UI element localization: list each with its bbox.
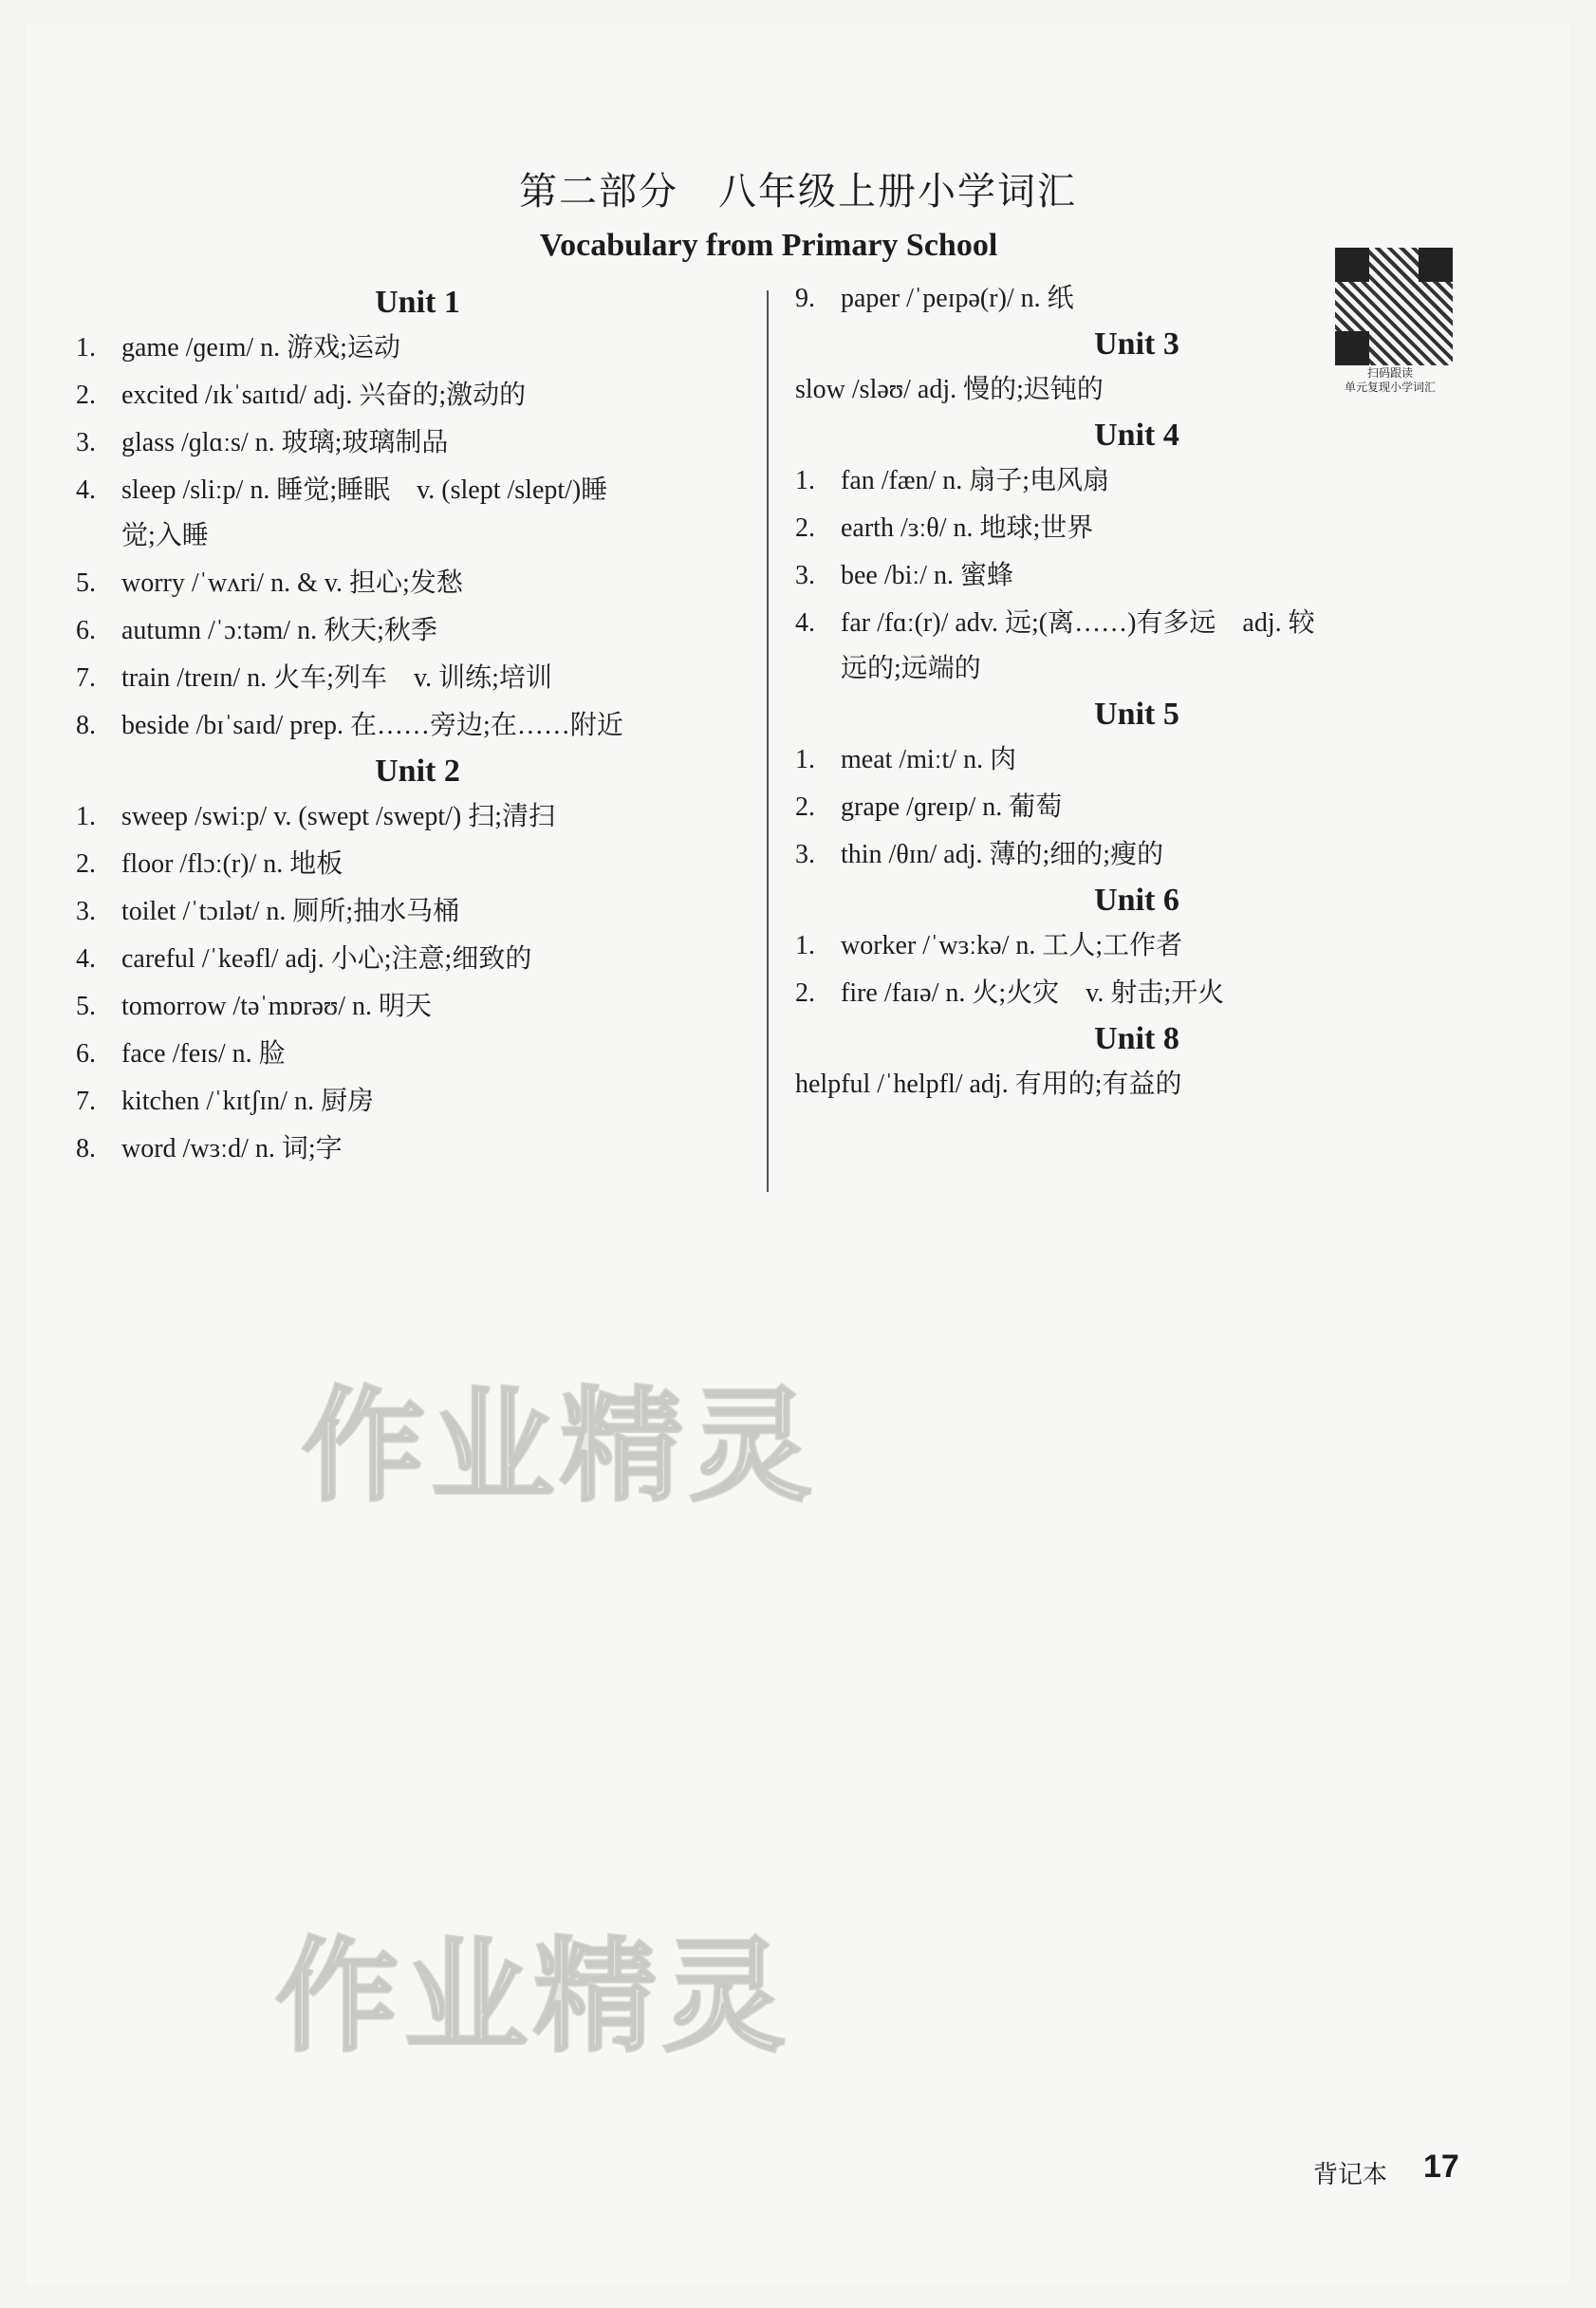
unit-heading: Unit 8: [1094, 1021, 1179, 1056]
vocab-entry: [76, 372, 759, 419]
entry-text: paper /ˈpeɪpə(r)/ n. 纸: [841, 284, 1074, 313]
entry-number: 2.: [795, 978, 815, 1008]
section-subtitle: Vocabulary from Primary School: [539, 228, 998, 263]
entry-number: 1.: [795, 931, 815, 960]
unit-heading: Unit 2: [375, 754, 460, 789]
entry-number: 1.: [795, 745, 815, 774]
entry-text: far /fɑː(r)/ adv. 远;(离……)有多远 adj. 较: [841, 608, 1315, 638]
entry-number: 1.: [76, 802, 96, 831]
vocab-entry: [795, 1061, 1478, 1108]
entry-text: worry /ˈwʌri/ n. & v. 担心;发愁: [121, 568, 463, 598]
entry-number: 2.: [76, 381, 96, 410]
entry-text: excited /ɪkˈsaɪtɪd/ adj. 兴奋的;激动的: [121, 381, 527, 410]
entry-number: 3.: [795, 561, 815, 590]
entry-text: helpful /ˈhelpfl/ adj. 有用的;有益的: [795, 1070, 1182, 1099]
entry-text: glass /ɡlɑːs/ n. 玻璃;玻璃制品: [121, 428, 449, 457]
entry-text: autumn /ˈɔːtəm/ n. 秋天;秋季: [121, 616, 437, 645]
vocab-entry: [76, 1031, 759, 1078]
footer-label: 背记本: [1313, 2161, 1388, 2189]
entry-text: tomorrow /təˈmɒrəʊ/ n. 明天: [121, 992, 433, 1021]
section-title: 第二部分 八年级上册小学词汇: [519, 170, 1077, 214]
vocab-entry: [795, 600, 1478, 647]
entry-number: 1.: [795, 466, 815, 495]
vocab-entry: [76, 936, 759, 983]
entry-number: 9.: [795, 284, 815, 313]
entry-text: careful /ˈkeəfl/ adj. 小心;注意;细致的: [121, 944, 532, 974]
entry-number: 1.: [76, 333, 96, 363]
entry-text: word /wɜːd/ n. 词;字: [121, 1134, 343, 1163]
entry-text: grape /ɡreɪp/ n. 葡萄: [841, 792, 1063, 822]
entry-number: 5.: [76, 992, 96, 1021]
vocab-entry: [76, 983, 759, 1031]
entry-number: 3.: [76, 897, 96, 926]
vocab-entry: [795, 784, 1478, 831]
entry-text: face /feɪs/ n. 脸: [121, 1039, 286, 1069]
vocab-entry: [76, 793, 759, 841]
entry-number: 4.: [76, 944, 96, 974]
vocab-entry: [795, 366, 1478, 414]
vocab-entry: [76, 325, 759, 372]
entry-number: 6.: [76, 1039, 96, 1069]
entry-text: sweep /swiːp/ v. (swept /swept/) 扫;清扫: [121, 802, 556, 831]
qr-caption-line2: 单元复现小学词汇: [1344, 381, 1436, 394]
page-number: 17: [1423, 2149, 1459, 2185]
entry-text: toilet /ˈtɔɪlət/ n. 厕所;抽水马桶: [121, 897, 460, 926]
vocab-entry: [76, 560, 759, 607]
entry-text: meat /miːt/ n. 肉: [841, 745, 1017, 774]
entry-number: 5.: [76, 568, 96, 598]
entry-text: earth /ɜːθ/ n. 地球;世界: [841, 513, 1094, 543]
vocab-entry: [76, 467, 759, 514]
unit-heading: Unit 1: [375, 285, 460, 320]
watermark: 作业精灵: [275, 1925, 792, 2069]
entry-text: fire /faɪə/ n. 火;火灾 v. 射击;开火: [841, 978, 1225, 1008]
qr-caption-line1: 扫码跟读: [1366, 366, 1413, 380]
unit-heading: Unit 3: [1094, 326, 1179, 362]
vocab-entry: [76, 888, 759, 936]
vocab-entry: [795, 736, 1478, 784]
entry-number: 2.: [76, 849, 96, 879]
unit-heading: Unit 5: [1094, 697, 1179, 732]
entry-number: 7.: [76, 663, 96, 693]
entry-number: 2.: [795, 513, 815, 543]
entry-number: 3.: [795, 840, 815, 869]
entry-text: train /treɪn/ n. 火车;列车 v. 训练;培训: [121, 663, 552, 693]
vocab-entry: [795, 457, 1478, 505]
entry-text: slow /sləʊ/ adj. 慢的;迟钝的: [795, 375, 1104, 404]
entry-continuation: 觉;入睡: [121, 521, 209, 550]
entry-text: beside /bɪˈsaɪd/ prep. 在……旁边;在……附近: [121, 711, 623, 740]
unit-heading: Unit 6: [1094, 883, 1179, 918]
entry-text: kitchen /ˈkɪtʃɪn/ n. 厨房: [121, 1087, 374, 1116]
entry-number: 3.: [76, 428, 96, 457]
entry-continuation: 远的;远端的: [841, 654, 981, 683]
entry-text: floor /flɔː(r)/ n. 地板: [121, 849, 343, 879]
vocab-entry: [76, 607, 759, 655]
vocab-entry: [76, 841, 759, 888]
entry-text: bee /biː/ n. 蜜蜂: [841, 561, 1013, 590]
vocab-entry: [795, 831, 1478, 879]
vocab-entry: [76, 702, 759, 750]
entry-number: 4.: [76, 475, 96, 505]
left-column: [76, 281, 759, 1173]
vocab-entry: [795, 505, 1478, 552]
vocab-entry: [795, 275, 1478, 323]
vocab-entry: [795, 552, 1478, 600]
column-divider: [767, 290, 769, 1192]
unit-heading: Unit 4: [1094, 418, 1179, 453]
entry-number: 7.: [76, 1087, 96, 1116]
vocab-entry: [76, 419, 759, 467]
vocab-entry: [76, 1126, 759, 1173]
vocab-entry: [76, 655, 759, 702]
entry-number: 2.: [795, 792, 815, 822]
entry-text: sleep /sliːp/ n. 睡觉;睡眠 v. (slept /slept/)睡: [121, 475, 608, 505]
vocab-entry: [795, 970, 1478, 1017]
entry-text: fan /fæn/ n. 扇子;电风扇: [841, 466, 1110, 495]
entry-text: thin /θɪn/ adj. 薄的;细的;瘦的: [841, 840, 1164, 869]
entry-number: 6.: [76, 616, 96, 645]
vocab-entry: [795, 922, 1478, 970]
entry-text: worker /ˈwɜːkə/ n. 工人;工作者: [841, 931, 1183, 960]
watermark: 作业精灵: [302, 1374, 819, 1518]
right-column: [795, 275, 1478, 1108]
entry-number: 8.: [76, 1134, 96, 1163]
vocab-entry: [76, 1078, 759, 1126]
entry-number: 4.: [795, 608, 815, 638]
entry-number: 8.: [76, 711, 96, 740]
entry-text: game /ɡeɪm/ n. 游戏;运动: [121, 333, 400, 363]
